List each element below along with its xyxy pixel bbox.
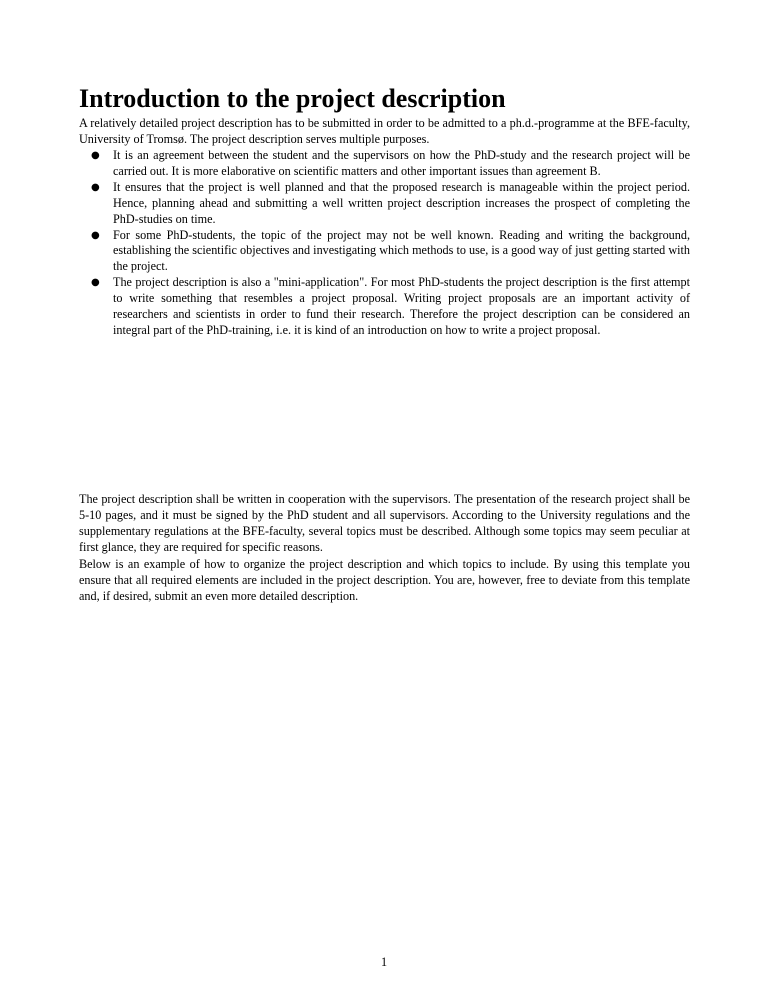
list-item: [79, 148, 690, 180]
list-item-text: The project description is also a "mini-application". For most PhD-students the project description is the first attempt to write something that resembles a project proposal. Writing project proposals are an important activity of researchers and scientists in order to fund their research. Therefore the project description can be considered an integral part of the PhD-training, i.e. it is kind of an introduction on how to write a project proposal.: [113, 275, 690, 337]
list-item: [79, 275, 690, 339]
page-number: 1: [380, 955, 388, 969]
cooperation-paragraph: The project description shall be written in cooperation with the supervisors. The presentation of the research project shall be 5-10 pages, and it must be signed by the PhD student and all supervisors. According to the University regulations and the supplementary regulations at the BFE-faculty, several topics must be described. Although some topics may seem peculiar at first glance, they are required for specific reasons.: [79, 492, 690, 554]
template-paragraph: Below is an example of how to organize the project description and which topics to include. By using this template you ensure that all required elements are included in the project description. You are, however, free to deviate from this template and, if desired, submit an even more detailed description.: [79, 557, 690, 603]
bullet-icon: ●: [91, 229, 100, 241]
list-item: [79, 228, 690, 276]
bullet-icon: ●: [91, 181, 100, 193]
bullet-icon: ●: [91, 277, 100, 289]
list-item-text: For some PhD-students, the topic of the project may not be well known. Reading and writing the background, establishing the scientific objectives and investigating which methods to use, is a good way of just getting started with the project.: [113, 227, 690, 274]
list-item: [79, 180, 690, 228]
purpose-list: [79, 148, 690, 339]
bullet-icon: ●: [91, 150, 100, 161]
intro-paragraph: A relatively detailed project description has to be submitted in order to be admitted to a ph.d.-programme at the BFE-faculty, University of Tromsø. The project description serves multiple purposes.: [79, 116, 690, 146]
page-title: Introduction to the project description: [79, 84, 506, 113]
list-item-text: It is an agreement between the student and the supervisors on how the PhD-study and the research project will be carried out. It is more elaborative on scientific matters and other important issues than agreement B.: [113, 148, 690, 178]
list-item-text: It ensures that the project is well planned and that the proposed research is manageable within the project period. Hence, planning ahead and submitting a well written project description increases the prospect of completing the PhD-studies on time.: [113, 179, 690, 226]
